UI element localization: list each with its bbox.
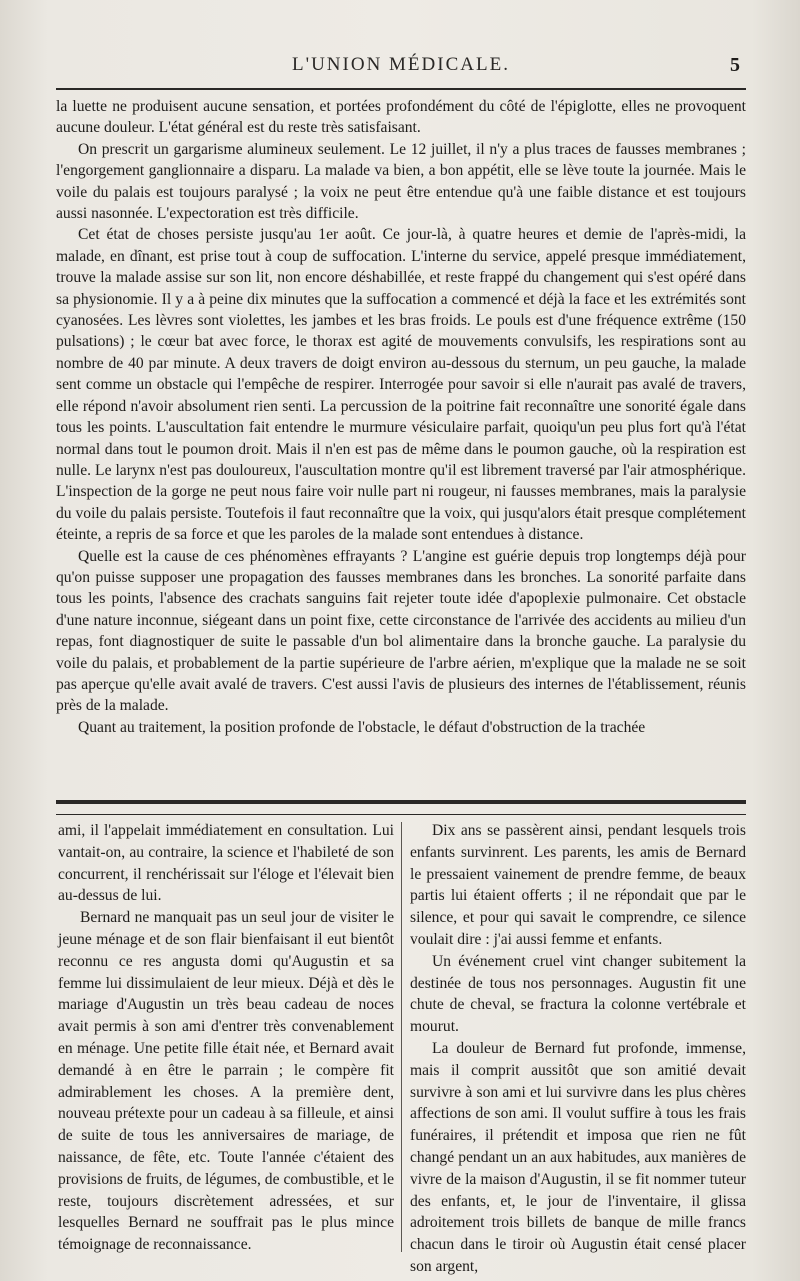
feuilleton-divider [56,800,746,815]
article-paragraph: On prescrit un gargarisme alumineux seulement. Le 12 juillet, il n'y a plus traces de fausses membranes ; l'engorgement ganglionnaire a disparu. La malade va bien, a bon appétit, elle se lève toute la journée. Mais le voile du palais est toujours paralysé ; la voix ne peut être entendue qu'à une faible distance et est toujours aussi nasonnée. L'expectoration est très difficile. [56,140,746,223]
feuilleton-paragraph: ami, il l'appelait immédiatement en consultation. Lui vantait-on, au contraire, la science et l'habileté de son concurrent, il renchérissait sur l'éloge et l'élevait bien au-dessus de lui. [58,822,394,905]
feuilleton-paragraph: La douleur de Bernard fut profonde, immense, mais il comprit aussitôt que son amitié devait survivre à son ami et lui survivre dans les plus chères affections de son ami. Il voulut suffire à tous les frais funéraires, il prétendit et imposa que rien ne fût changé pendant un an aux habitudes, aux manières de vivre de la maison d'Augustin, il se fit nommer tuteur des enfants, et, le jour de l'inventaire, il glissa adroitement trois billets de banque de mille francs chacun dans le tiroir où Augustin était censé placer son argent, [410,1039,746,1275]
page-number: 5 [730,54,740,76]
column-rule [401,822,402,1252]
feuilleton-paragraph: Bernard ne manquait pas un seul jour de visiter le jeune ménage et de son flair bienfaisant il eut bientôt reconnu ce res angusta domi qu'Augustin et sa femme lui dissimulaient de leur mieux. Déjà et dès le mariage d'Augustin un très beau cadeau de noces avait permis à son ami d'entrer très convenablement en ménage. Une petite fille était née, et Bernard avait demandé à en être le parrain ; le compère fit admirablement les choses. A la première dent, nouveau prétexte pour un cadeau à sa filleule, et ainsi de suite de tous les anniversaires de mariage, de naissance, de fête, etc. Toute l'année c'étaient des provisions de fruits, de légumes, de combustible, et le reste, toujours discrètement adressées, et sur lesquelles Bernard ne souffrait pas le plus mince témoignage de reconnaissance. [58,909,394,1254]
feuilleton-paragraph: Un événement cruel vint changer subitement la destinée de tous nos personnages. Augustin fit une chute de cheval, se fractura la colonne vertébrale et mourut. [410,952,746,1036]
running-title: L'UNION MÉDICALE. [292,54,510,75]
feuilleton-left-column [58,820,394,1256]
article-paragraph: Quant au traitement, la position profonde de l'obstacle, le défaut d'obstruction de la trachée [78,718,646,736]
header-rule [56,88,746,90]
feuilleton-paragraph: Dix ans se passèrent ainsi, pendant lesquels trois enfants survinrent. Les parents, les amis de Bernard le pressaient vainement de prendre femme, de beaux partis lui étaient offerts ; il ne répondait que par le silence, et pour qui savait le comprendre, ce silence voulait dire : j'ai aussi femme et enfants. [410,822,746,948]
feuilleton-right-column [410,820,746,1278]
article-body [56,96,746,738]
article-paragraph: la luette ne produisent aucune sensation, et portées profondément du côté de l'épiglotte, elles ne provoquent aucune douleur. L'état général est du reste très satisfaisant. [56,98,746,137]
article-paragraph: Quelle est la cause de ces phénomènes effrayants ? L'angine est guérie depuis trop longtemps déjà pour qu'on puisse supposer une propagation des fausses membranes dans les bronches. La sonorité parfaite dans tous les points, l'absence des crachats sanguins fait rejeter toute idée d'apoplexie pulmonaire. Cet obstacle d'une nature inconnue, siégeant dans un point fixe, cette circonstance de l'arrivée des accidents au milieu d'un repas, font diagnostiquer de suite le passable d'un bol alimentaire dans la bronche gauche. La paralysie du voile du palais, et probablement de la partie supérieure de l'arbre aérien, m'explique que la malade ne se soit pas aperçue qu'elle avait avalé de travers. C'est aussi l'avis de plusieurs des internes de l'établissement, réunis près de la malade. [56,547,746,715]
article-paragraph: Cet état de choses persiste jusqu'au 1er août. Ce jour-là, à quatre heures et demie de l'après-midi, la malade, en dînant, est prise tout à coup de suffocation. L'interne du service, appelé presque immédiatement, trouve la malade assise sur son lit, non encore déshabillée, et reste frappé du changement qui s'est opéré dans sa physionomie. Il y a à peine dix minutes que la suffocation a commencé et déjà la face et les extrémités sont cyanosées. Les lèvres sont violettes, les jambes et les bras froids. Le pouls est d'une fréquence extrême (150 pulsations) ; le cœur bat avec force, le thorax est agité de mouvements convulsifs, les respirations sont au nombre de 40 par minute. A deux travers de doigt environ au-dessous du sternum, un peu gauche, la malade sent comme un obstacle qui l'empêche de respirer. Interrogée pour savoir si elle n'aurait pas avalé de travers, elle répond n'avoir absolument rien senti. La percussion de la poitrine fait reconnaître une sonorité égale dans tous les points. L'auscultation fait entendre le murmure vésiculaire parfait, quoiqu'un peu plus fort qu'à l'état normal dans tout le poumon droit. Mais il n'en est pas de même dans le poumon gauche, où la respiration est nulle. Le larynx n'est pas douloureux, l'auscultation montre qu'il est librement traversé par l'air atmosphérique. L'inspection de la gorge ne peut nous faire voir nulle part ni rougeur, ni fausses membranes, mais la paralysie du voile du palais persiste. Toutefois il faut reconnaître que la voix, qui jusqu'alors était presque complétement éteinte, a repris de sa force et que les paroles de la malade sont entendues à distance. [56,226,746,544]
page-header [56,48,746,88]
